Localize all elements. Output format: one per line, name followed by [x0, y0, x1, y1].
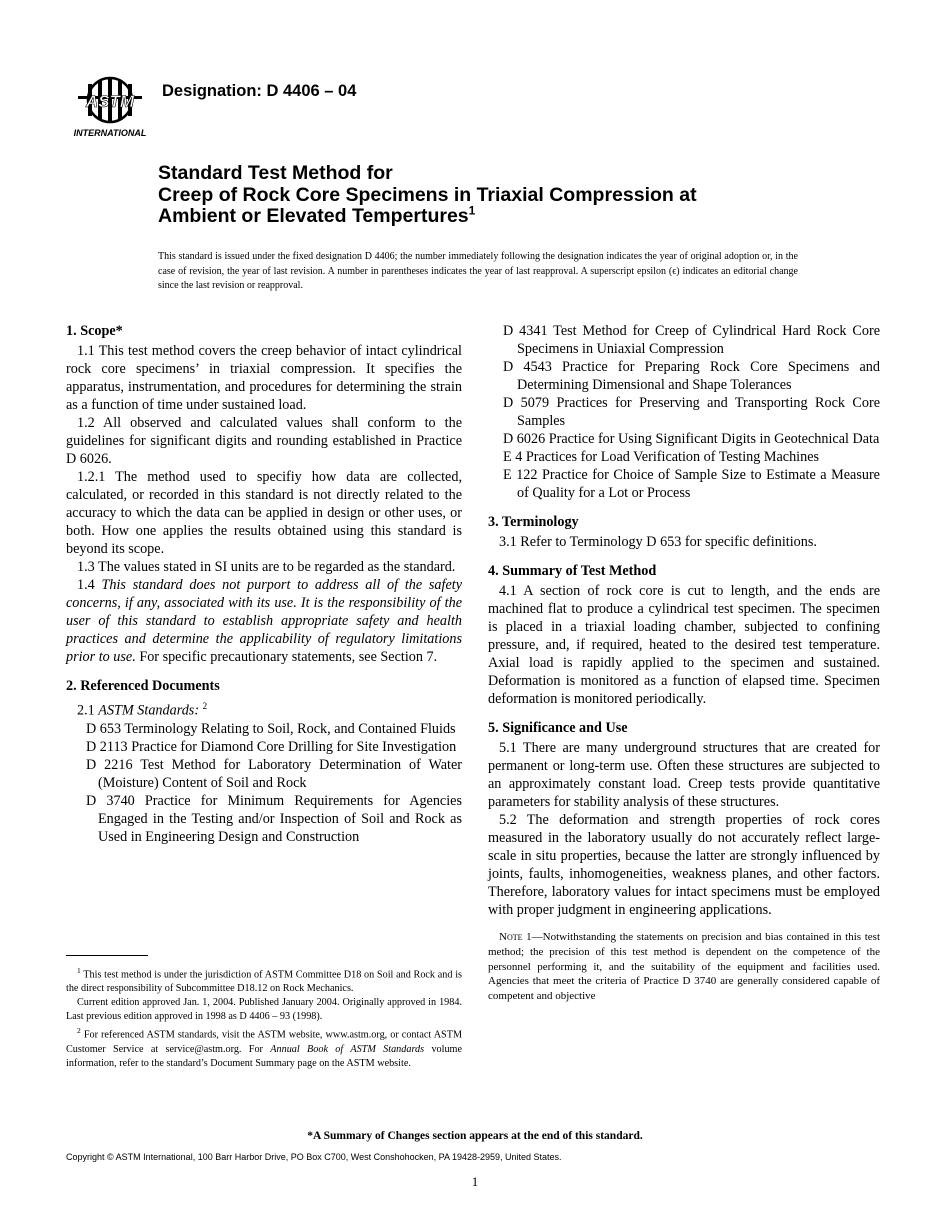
- section-3-heading: 3. Terminology: [488, 514, 579, 530]
- reference-item: D 3740 Practice for Minimum Requirements for Agencies Engaged in the Testing and/or Inspection of Soil and Rock as Used in Engineering Design and Construction: [86, 792, 462, 845]
- footnote-2: $^2$ For referenced ASTM standards, visit the ASTM website, www.astm.org, or contact ASTM Customer Service at service@astm.org. For Annual Book of ASTM Standards volume information, refer to the standard’s Document Summary page on the ASTM website.: [66, 1026, 463, 1069]
- designation: Designation: D 4406 – 04: [162, 82, 357, 100]
- logo-text: ASTM: [85, 92, 135, 111]
- para-1-3: 1.3 The values stated in SI units are to be regarded as the standard.: [77, 559, 456, 575]
- logo-subtext: INTERNATIONAL: [73, 128, 147, 138]
- footnotes: [66, 964, 462, 1071]
- para-1-2: 1.2 All observed and calculated values shall conform to the guidelines for significant digits and rounding established in Practice D 6026.: [66, 415, 462, 467]
- para-4-1: 4.1 A section of rock core is cut to length, and the ends are machined flat to produce a cylindrical test specimen. The specimen is placed in a triaxial loading chamber, subjected to confining pressure, and, if required, heated to the desired test temperature. Axial load is rapidly applied to the specimen and sustained. Deformation is monitored as a function of elapsed time. Specimen deformation is monitored periodically.: [488, 583, 880, 707]
- reference-item: D 6026 Practice for Using Significant Digits in Geotechnical Data: [503, 431, 880, 447]
- reference-item: D 2113 Practice for Diamond Core Drilling for Site Investigation: [86, 738, 457, 755]
- footnote-divider: [66, 955, 148, 956]
- para-2-1: 2.1 ASTM Standards: $^2$: [77, 701, 208, 719]
- summary-of-changes-note: *A Summary of Changes section appears at the end of this standard.: [307, 1130, 643, 1142]
- reference-item: D 4341 Test Method for Creep of Cylindrical Hard Rock Core Specimens in Uniaxial Compression: [503, 323, 880, 357]
- para-5-1: 5.1 There are many underground structures that are created for permanent or long-term use. Often these structures are subjected to an approximately constant load. Creep tests provide quantitative parameters for stability analysis of these structures.: [488, 740, 880, 810]
- astm-logo: [70, 74, 150, 138]
- title-line-3: Ambient or Elevated Tempertures$^1$: [158, 203, 476, 227]
- para-1-1: 1.1 This test method covers the creep behavior of intact cylindrical rock core specimens’ in triaxial compression. It specifies the apparatus, instrumentation, and procedures for determining the strain as a function of time under sustained load.: [66, 343, 462, 413]
- footnote-1-edition: Current edition approved Jan. 1, 2004. Published January 2004. Originally approved in 1984. Last previous edition approved in 1998 as D 4406 – 93 (1998).: [66, 997, 462, 1023]
- section-5-heading: 5. Significance and Use: [488, 720, 628, 736]
- reference-item: D 653 Terminology Relating to Soil, Rock, and Contained Fluids: [86, 720, 456, 737]
- section-1-heading: 1. Scope*: [66, 323, 123, 339]
- copyright: Copyright © ASTM International, 100 Barr Harbor Drive, PO Box C700, West Conshohocken, PA 19428-2959, United States.: [66, 1152, 562, 1162]
- reference-item: E 122 Practice for Choice of Sample Size to Estimate a Measure of Quality for a Lot or Process: [503, 467, 880, 501]
- para-3-1: 3.1 Refer to Terminology D 653 for specific definitions.: [499, 534, 817, 550]
- reference-item: E 4 Practices for Load Verification of Testing Machines: [503, 449, 820, 465]
- issue-note: This standard is issued under the fixed designation D 4406; the number immediately following the designation indicates the year of original adoption or, in the case of revision, the year of last revision. A number in parentheses indicates the year of last reapproval. A superscript epsilon (ϵ) indicates an editorial change since the last revision or reapproval.: [158, 251, 798, 291]
- para-1-4: 1.4 This standard does not purport to address all of the safety concerns, if any, associated with its use. It is the responsibility of the user of this standard to establish appropriate safety and health practices and determine the applicability of regulatory limitations prior to use. For specific precautionary statements, see Section 7.: [66, 577, 462, 665]
- title-footnote-mark: 1: [468, 203, 476, 218]
- left-column: [66, 322, 462, 846]
- section-2-heading: 2. Referenced Documents: [66, 678, 220, 694]
- title-line-1: Standard Test Method for: [158, 162, 393, 184]
- reference-item: D 4543 Practice for Preparing Rock Core Specimens and Determining Dimensional and Shape Tolerances: [503, 359, 880, 393]
- title-line-2: Creep of Rock Core Specimens in Triaxial Compression at: [158, 183, 697, 206]
- para-1-2-1: 1.2.1 The method used to specifiy how data are collected, calculated, or recorded in this standard is not directly related to the accuracy to which the data can be applied in design or other uses, or both. How one applies the results obtained using this standard is beyond its scope.: [66, 469, 462, 557]
- section-4-heading: 4. Summary of Test Method: [488, 563, 657, 579]
- note-1: Note 1—Notwithstanding the statements on precision and bias contained in this test method; the precision of this test method is dependent on the competence of the personnel performing it, and the suitability of the equipment and facilities used. Agencies that meet the criteria of Practice D 3740 are generally considered capable of competent and objective: [488, 931, 880, 1003]
- right-column: [488, 322, 880, 1004]
- footnote-1: $^1$ This test method is under the jurisdiction of ASTM Committee D18 on Soil and Rock and is the direct responsibility of Subcommittee D18.12 on Rock Mechanics.: [66, 966, 462, 995]
- page-number: 1: [471, 1174, 479, 1189]
- para-5-2: 5.2 The deformation and strength properties of rock cores measured in the laboratory usually do not accurately reflect large-scale in situ properties, because the latter are strongly influenced by joints, faults, inhomogeneities, weakness planes, and other factors. Therefore, laboratory values for intact specimens must be employed with proper judgment in engineering applications.: [488, 812, 880, 918]
- document-title: [158, 163, 858, 228]
- reference-item: D 5079 Practices for Preserving and Transporting Rock Core Samples: [503, 395, 880, 429]
- reference-item: D 2216 Test Method for Laboratory Determination of Water (Moisture) Content of Soil and Rock: [86, 756, 462, 791]
